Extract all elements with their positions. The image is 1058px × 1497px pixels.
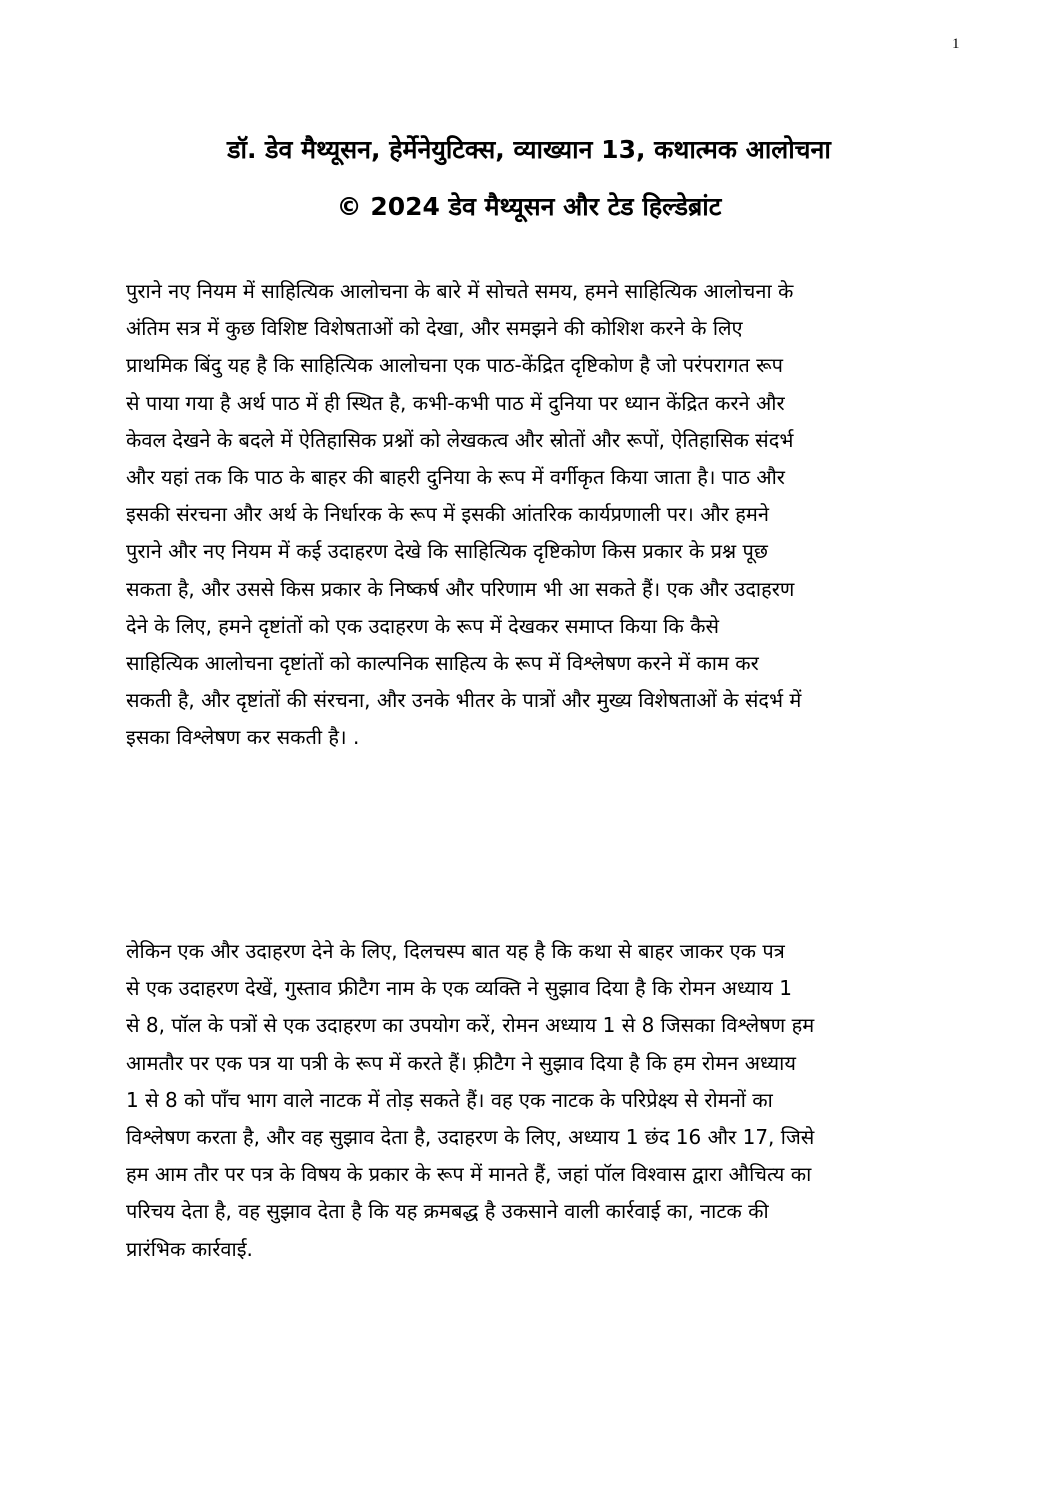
text-line: सकता है, और उससे किस प्रकार के निष्कर्ष और परिणाम भी आ सकते हैं। एक और उदाहरण — [126, 576, 795, 601]
paragraph-2 — [126, 933, 946, 1268]
text-line: केवल देखने के बदले में ऐतिहासिक प्रश्नों को लेखकत्व और स्रोतों और रूपों, ऐतिहासिक संदर्भ — [126, 427, 794, 452]
copyright-line: © 2024 डेव मैथ्यूसन और टेड हिल्डेब्रांट — [336, 192, 722, 221]
text-line: प्रारंभिक कार्रवाई. — [126, 1236, 253, 1261]
text-line: विश्लेषण करता है, और वह सुझाव देता है, उदाहरण के लिए, अध्याय 1 छंद 16 और 17, जिसे — [126, 1124, 815, 1149]
text-line: और यहां तक कि पाठ के बाहर की बाहरी दुनिया के रूप में वर्गीकृत किया जाता है। पाठ और — [126, 464, 785, 489]
text-line: इसकी संरचना और अर्थ के निर्धारक के रूप में इसकी आंतरिक कार्यप्रणाली पर। और हमने — [126, 502, 769, 527]
text-line: परिचय देता है, वह सुझाव देता है कि यह क्रमबद्ध है उकसाने वाली कार्रवाई का, नाटक की — [126, 1199, 769, 1224]
text-line: अंतिम सत्र में कुछ विशिष्ट विशेषताओं को देखा, और समझने की कोशिश करने के लिए — [126, 316, 743, 341]
text-line: से पाया गया है अर्थ पाठ में ही स्थित है, कभी-कभी पाठ में दुनिया पर ध्यान केंद्रित करने और — [126, 390, 785, 415]
text-line: 1 से 8 को पाँच भाग वाले नाटक में तोड़ सकते हैं। वह एक नाटक के परिप्रेक्ष्य से रोमनों का — [126, 1087, 773, 1112]
text-line: प्राथमिक बिंदु यह है कि साहित्यिक आलोचना एक पाठ-केंद्रित दृष्टिकोण है जो परंपरागत रूप — [126, 353, 783, 378]
text-line: पुराने और नए नियम में कई उदाहरण देखे कि साहित्यिक दृष्टिकोण किस प्रकार के प्रश्न पूछ — [126, 539, 768, 564]
text-line: पुराने नए नियम में साहित्यिक आलोचना के बारे में सोचते समय, हमने साहित्यिक आलोचना के — [126, 279, 794, 303]
text-line: से 8, पॉल के पत्रों से एक उदाहरण का उपयोग करें, रोमन अध्याय 1 से 8 जिसका विश्लेषण हम — [126, 1013, 815, 1038]
text-line: देने के लिए, हमने दृष्टांतों को एक उदाहरण के रूप में देखकर समाप्त किया कि कैसे — [126, 613, 720, 638]
document-title: डॉ. डेव मैथ्यूसन, हेर्मेनेयुटिक्स, व्याख्यान 13, कथात्मक आलोचना — [227, 135, 831, 164]
text-line: लेकिन एक और उदाहरण देने के लिए, दिलचस्प बात यह है कि कथा से बाहर जाकर एक पत्र — [126, 939, 785, 963]
paragraph-1 — [126, 273, 946, 756]
text-line: साहित्यिक आलोचना दृष्टांतों को काल्पनिक साहित्य के रूप में विश्लेषण करने में काम कर — [126, 650, 759, 675]
text-line: इसका विश्लेषण कर सकती है। . — [126, 725, 360, 750]
text-line: हम आम तौर पर पत्र के विषय के प्रकार के रूप में मानते हैं, जहां पॉल विश्वास द्वारा औचित्य का — [126, 1162, 812, 1187]
text-line: आमतौर पर एक पत्र या पत्री के रूप में करते हैं। फ़्रीटैग ने सुझाव दिया है कि हम रोमन अध्याय — [126, 1050, 796, 1075]
text-line: से एक उदाहरण देखें, गुस्ताव फ्रीटैग नाम के एक व्यक्ति ने सुझाव दिया है कि रोमन अध्याय 1 — [126, 976, 792, 1001]
page-number: 1 — [952, 36, 960, 52]
text-line: सकती है, और दृष्टांतों की संरचना, और उनके भीतर के पात्रों और मुख्य विशेषताओं के संदर्भ में — [126, 688, 802, 713]
